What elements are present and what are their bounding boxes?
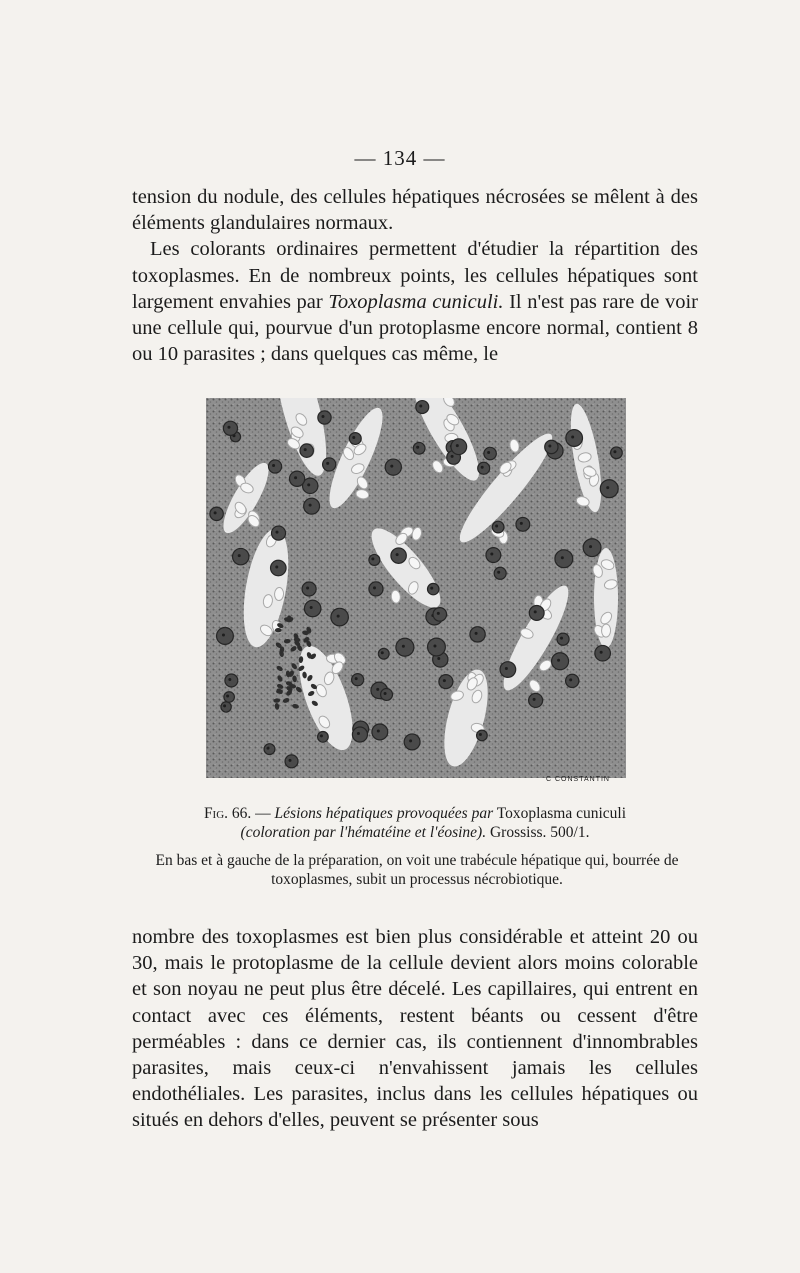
nucleus: [492, 521, 504, 533]
nucleolus: [571, 435, 574, 438]
nucleolus: [227, 426, 230, 429]
nucleolus: [352, 436, 355, 439]
nucleolus: [294, 476, 297, 479]
nucleus: [269, 460, 282, 473]
illustrator-credit: C CONSTANTIN: [546, 776, 610, 783]
histology-figure: [206, 398, 626, 778]
nucleus: [385, 459, 401, 475]
caption-staining: (coloration par l'hématéine et l'éosine).: [240, 824, 487, 841]
nucleolus: [534, 610, 537, 613]
nucleolus: [437, 657, 440, 660]
nucleolus: [214, 511, 217, 514]
nucleus: [439, 675, 453, 689]
nucleolus: [272, 464, 275, 467]
nucleus: [545, 440, 558, 453]
nucleolus: [266, 747, 269, 750]
species-name: Toxoplasma cuniculi.: [328, 290, 504, 313]
nucleolus: [320, 734, 323, 737]
nucleolus: [377, 729, 380, 732]
nucleolus: [430, 587, 433, 590]
nucleolus: [409, 739, 412, 742]
nucleolus: [497, 571, 500, 574]
nucleus: [224, 692, 235, 703]
nucleus: [331, 608, 349, 626]
nucleolus: [307, 483, 310, 486]
bottom-text-block: [132, 924, 698, 1134]
nucleus: [264, 744, 275, 755]
nucleus: [500, 662, 516, 678]
nucleolus: [337, 615, 340, 618]
paragraph-text-after: Il n'est pas rare de voir une cellule qui, pourvue d'un protoplasme encore normal, contient 8 ou 10 parasites ; dans quelques cas même, le: [132, 290, 698, 366]
nucleolus: [376, 688, 379, 691]
micrograph-illustration: [206, 398, 626, 778]
nucleolus: [321, 415, 324, 418]
nucleolus: [495, 525, 498, 528]
nucleus: [428, 638, 446, 656]
caption-organism: Toxoplasma cuniculi: [493, 805, 627, 822]
nucleolus: [222, 633, 225, 636]
nucleus: [352, 674, 364, 686]
nucleus: [478, 462, 490, 474]
nucleolus: [384, 692, 387, 695]
nucleolus: [289, 759, 292, 762]
nucleolus: [505, 667, 508, 670]
nucleus: [221, 702, 231, 712]
nucleolus: [371, 557, 374, 560]
nucleolus: [475, 632, 478, 635]
nucleus: [566, 674, 579, 687]
paragraph-continuation: tension du nodule, des cellules hépatiques nécrosées se mêlent à des éléments glandulaires normaux.: [132, 186, 698, 235]
nucleus: [557, 633, 569, 645]
nucleus: [477, 730, 488, 741]
nucleolus: [228, 678, 231, 681]
nucleolus: [600, 651, 603, 654]
nucleolus: [304, 448, 307, 451]
nucleus: [494, 567, 506, 579]
nucleolus: [433, 645, 436, 648]
paragraph-text-before: Les colorants ordinaires permettent d'étudier la répartition des toxoplasmes. En de nombreux points, les cellules hépatiques sont largement envahies par: [132, 238, 698, 313]
figure-label: Fig. 66.: [203, 805, 252, 822]
figure-caption: [150, 804, 680, 842]
nucleolus: [487, 451, 490, 454]
nucleolus: [373, 586, 376, 589]
nucleus: [451, 439, 467, 455]
nucleus: [611, 447, 623, 459]
nucleus: [583, 539, 601, 557]
nucleus: [372, 724, 388, 740]
nucleolus: [396, 553, 399, 556]
nucleus: [233, 548, 249, 564]
nucleus: [470, 627, 485, 642]
red-blood-cell: [274, 587, 284, 600]
nucleus: [529, 693, 543, 707]
nucleolus: [533, 698, 536, 701]
nucleus: [381, 689, 393, 701]
nucleus: [566, 430, 583, 447]
nucleolus: [326, 462, 329, 465]
paragraph-colorants: [132, 236, 698, 367]
red-blood-cell: [601, 624, 610, 637]
nucleus: [300, 444, 313, 457]
nucleolus: [419, 405, 422, 408]
nucleus: [289, 471, 304, 486]
nucleolus: [310, 606, 313, 609]
nucleus: [428, 583, 439, 594]
nucleolus: [390, 465, 393, 468]
nucleolus: [416, 446, 419, 449]
nucleolus: [557, 659, 560, 662]
nucleus: [413, 442, 425, 454]
nucleus: [369, 554, 380, 565]
nucleolus: [443, 679, 446, 682]
caption-title: Lésions hépatiques provoquées par: [274, 805, 494, 822]
nucleolus: [451, 455, 454, 458]
nucleus: [302, 582, 316, 596]
nucleolus: [238, 554, 241, 557]
nucleolus: [309, 504, 312, 507]
nucleus: [486, 548, 501, 563]
nucleolus: [456, 444, 459, 447]
nucleolus: [479, 733, 482, 736]
nucleus: [529, 606, 544, 621]
nucleus: [271, 560, 287, 576]
nucleus: [595, 645, 611, 661]
nucleus: [318, 411, 331, 424]
paragraph-nombre: nombre des toxoplasmes est bien plus considérable et atteint 20 ou 30, mais le protoplasme de la cellule devient alors moins colorable et son noyau ne peut plus être décelé. Les capillaires, qui entrent en contact avec ces éléments, restent béants ou cessent d'être perméables : dans ce dernier cas, ils contiennent d'innombrables parasites, mais ceux-ci n'envahissent jamais les cellules endothéliales. Les parasites, inclus dans les cellules hépatiques ou situés en dehors d'elles, peuvent se présenter sous: [132, 926, 698, 1132]
nucleolus: [223, 704, 226, 707]
nucleolus: [569, 678, 572, 681]
nucleolus: [589, 545, 592, 548]
nucleus: [223, 421, 237, 435]
caption-dash: —: [251, 805, 275, 822]
nucleolus: [490, 553, 493, 556]
nucleus: [516, 517, 530, 531]
nucleolus: [357, 732, 360, 735]
nucleus: [352, 727, 367, 742]
top-text-block: [132, 184, 698, 367]
page-number: — 134 —: [354, 146, 446, 170]
nucleus: [416, 401, 429, 414]
nucleus: [323, 458, 336, 471]
nucleolus: [437, 612, 440, 615]
nucleus: [369, 582, 383, 596]
nucleolus: [402, 645, 405, 648]
nucleolus: [355, 677, 358, 680]
nucleus: [210, 507, 223, 520]
nucleus: [391, 548, 406, 563]
nucleolus: [306, 587, 309, 590]
nucleolus: [275, 566, 278, 569]
nucleus: [433, 608, 447, 622]
nucleus: [600, 480, 618, 498]
nucleus: [304, 600, 320, 616]
nucleolus: [481, 466, 484, 469]
nucleus: [349, 433, 361, 445]
figure-legend: En bas et à gauche de la préparation, on voit une trabécule hépatique qui, bourrée de toxoplasmes, subit un processus nécrobiotique.: [155, 852, 679, 888]
nucleus: [285, 755, 298, 768]
nucleolus: [548, 444, 551, 447]
nucleolus: [226, 695, 229, 698]
nucleus: [271, 526, 285, 540]
nucleolus: [606, 486, 609, 489]
nucleus: [404, 734, 420, 750]
nucleolus: [560, 637, 563, 640]
nucleolus: [613, 450, 616, 453]
nucleus: [484, 447, 496, 459]
nucleus: [318, 732, 329, 743]
nucleolus: [520, 522, 523, 525]
nucleolus: [561, 556, 564, 559]
nucleus: [304, 498, 320, 514]
nucleus: [552, 653, 569, 670]
nucleus: [225, 674, 238, 687]
nucleus: [555, 550, 573, 568]
caption-magnification: Grossiss. 500/1.: [486, 824, 590, 841]
nucleus: [396, 638, 414, 656]
nucleus: [217, 628, 234, 645]
nucleus: [378, 648, 389, 659]
nucleolus: [381, 651, 384, 654]
nucleolus: [276, 531, 279, 534]
